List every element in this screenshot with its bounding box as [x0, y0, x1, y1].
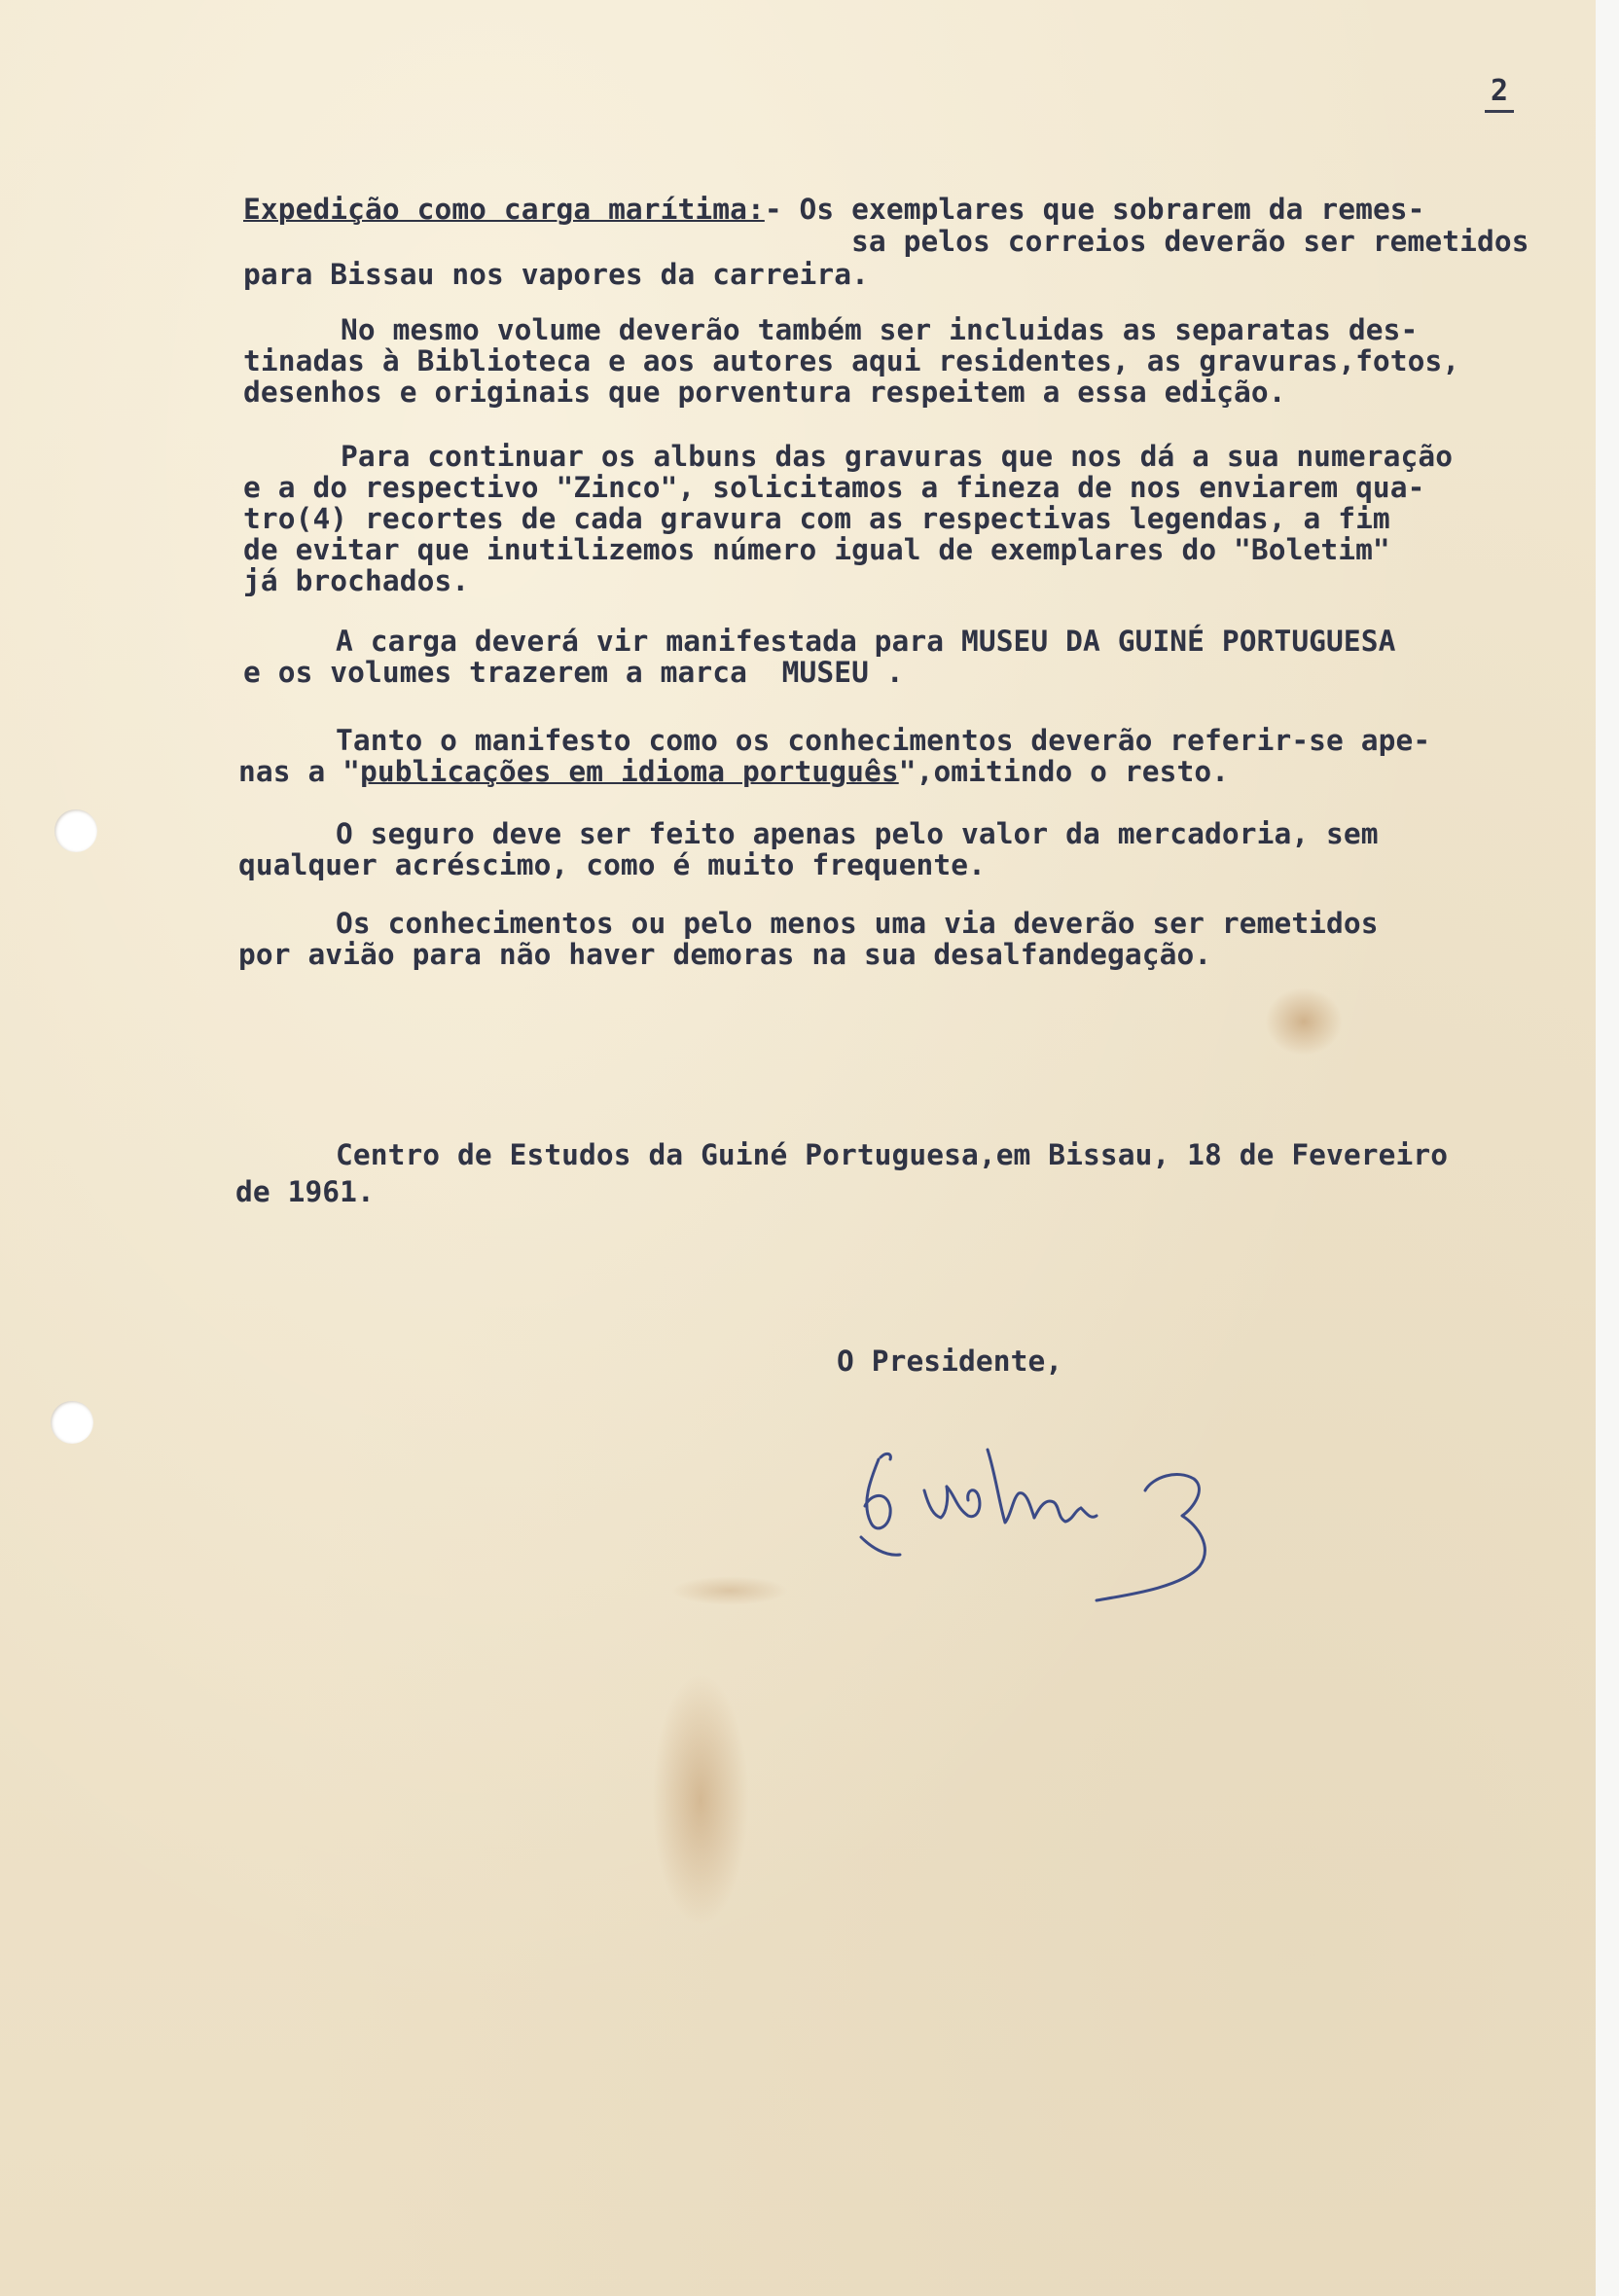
closing-line-1: Centro de Estudos da Guiné Portuguesa,em Bissau, 18 de Fevereiro	[336, 1138, 1449, 1171]
paragraph-3-line-5: já brochados.	[243, 564, 470, 597]
signoff-title: O Presidente,	[837, 1345, 1063, 1378]
paragraph-3-line-4: de evitar que inutilizemos número igual de exemplares do "Boletim"	[243, 533, 1390, 566]
paragraph-4-line-2: e os volumes trazerem a marca MUSEU .	[243, 656, 904, 689]
punch-hole	[54, 809, 97, 852]
paragraph-1-line-2: sa pelos correios deverão ser remetidos	[851, 225, 1529, 258]
paragraph-3-line-3: tro(4) recortes de cada gravura com as respectivas legendas, a fim	[243, 502, 1390, 535]
paragraph-3-line-2: e a do respectivo "Zinco", solicitamos a fineza de nos enviarem qua-	[243, 471, 1425, 504]
page-number: 2	[1485, 74, 1514, 113]
paragraph-7-line-2: por avião para não haver demoras na sua desalfandegação.	[238, 938, 1212, 971]
scan-edge	[1596, 0, 1619, 2296]
paragraph-2-line-3: desenhos e originais que porventura respeitem a essa edição.	[243, 376, 1286, 409]
paragraph-5-line-2	[238, 757, 1229, 787]
underlined-phrase: publicações em idioma português	[360, 755, 899, 788]
handwritten-signature	[832, 1401, 1270, 1605]
paragraph-6-line-1: O seguro deve ser feito apenas pelo valor da mercadoria, sem	[336, 817, 1379, 850]
stain	[652, 1673, 749, 1926]
paragraph-2-line-2: tinadas à Biblioteca e aos autores aqui residentes, as gravuras,fotos,	[243, 344, 1460, 377]
stain	[1265, 987, 1343, 1056]
paragraph-1-line-1	[243, 195, 1425, 225]
paragraph-5-line-1: Tanto o manifesto como os conhecimentos deverão referir-se ape-	[336, 724, 1431, 757]
paragraph-5-line-2-start: nas a "	[238, 755, 361, 788]
paragraph-5-line-2-end: ",omitindo o resto.	[898, 755, 1230, 788]
section-heading: Expedição como carga marítima:	[243, 193, 765, 226]
punch-hole	[51, 1401, 93, 1444]
paragraph-7-line-1: Os conhecimentos ou pelo menos uma via deverão ser remetidos	[336, 907, 1379, 940]
paragraph-4-line-1: A carga deverá vir manifestada para MUSEU DA GUINÉ PORTUGUESA	[336, 625, 1396, 658]
paragraph-6-line-2: qualquer acréscimo, como é muito frequente.	[238, 848, 987, 881]
paragraph-2-line-1: No mesmo volume deverão também ser incluidas as separatas des-	[341, 313, 1419, 346]
paragraph-1-line-1-text: - Os exemplares que sobrarem da remes-	[764, 193, 1425, 226]
stain	[671, 1576, 788, 1605]
closing-line-2: de 1961.	[235, 1175, 375, 1208]
paragraph-1-line-3: para Bissau nos vapores da carreira.	[243, 258, 869, 291]
paragraph-3-line-1: Para continuar os albuns das gravuras que nos dá a sua numeração	[341, 440, 1454, 473]
